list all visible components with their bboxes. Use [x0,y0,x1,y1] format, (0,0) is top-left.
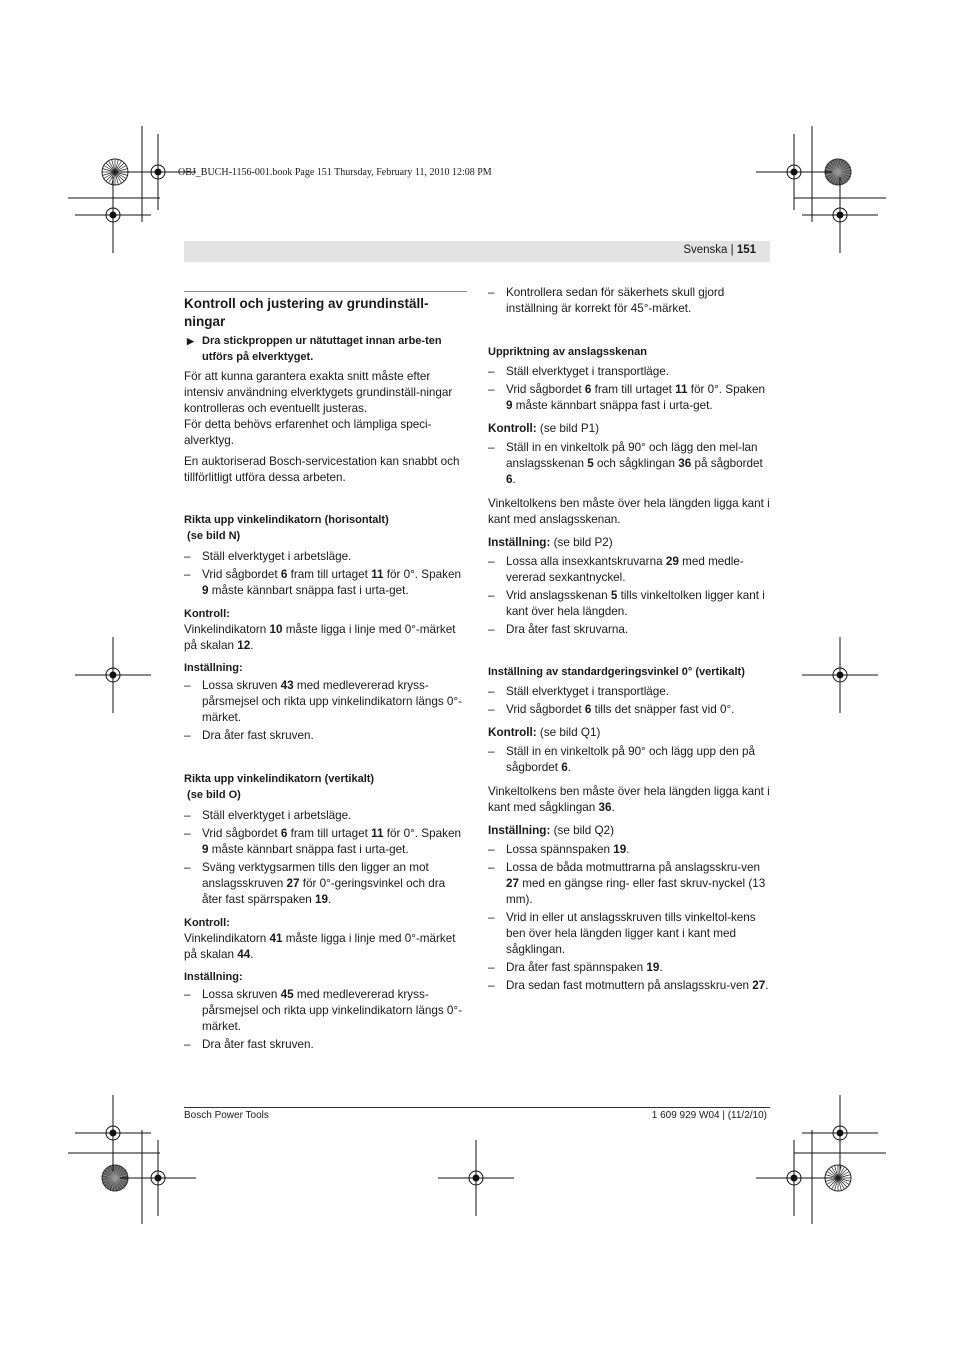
installning-line: Inställning: (se bild Q2) [488,824,614,837]
right-column [488,285,772,994]
page-number: 151 [736,244,756,256]
list-item: – Dra åter fast skruven. [184,729,314,742]
list-item: – Dra åter fast spännspaken 19. [488,961,663,974]
page-header [683,244,756,256]
subheading: Uppriktning av anslagsskenan [488,346,647,358]
list-item: – Lossa skruven 45 med medlevererad kryss-pårsmejsel och rikta upp vinkelindikatorn längs 0°-märket. [184,988,462,1033]
list-item: – Lossa de båda motmuttrarna på anslagsskru-ven 27 med en gängse ring- eller fast skruv-nyckel (13 mm). [488,861,766,906]
list-item: – Ställ elverktyget i transportläge. [488,365,670,378]
footer-doc-number: 1 609 929 W04 | (11/2/10) [651,1110,767,1121]
left-column [184,291,467,1053]
list-item: – Ställ elverktyget i arbetsläge. [184,550,352,563]
list-item: – Ställ elverktyget i transportläge. [488,685,670,698]
subheading: Rikta upp vinkelindikatorn (vertikalt) (se bild O) [184,773,375,801]
list-item: – Vrid anslagsskenan 5 tills vinkeltolken ligger kant i kant över hela längden. [488,589,765,618]
list-item: – Kontrollera sedan för säkerhets skull gjord inställning är korrekt för 45°-märket. [488,286,725,315]
subheading: Inställning av standardgeringsvinkel 0° (vertikalt) [488,666,745,678]
kontroll-text: Vinkelindikatorn 41 måste ligga i linje med 0°-märket på skalan 44. [184,932,456,961]
footer-brand: Bosch Power Tools [184,1110,269,1121]
safety-warning: ▶ Dra stickproppen ur nätuttaget innan arbe-ten utförs på elverktyget. [187,335,442,363]
list-item: – Ställ in en vinkeltolk på 90° och lägg upp den på sågbordet 6. [488,745,755,774]
list-item: – Dra sedan fast motmuttern på anslagsskru-ven 27. [488,979,769,992]
kontroll-line: Kontroll: (se bild Q1) [488,726,601,739]
kontroll-text: Vinkeltolkens ben måste över hela längden ligga kant i kant med sågklingan 36. [488,785,770,814]
list-item: – Lossa skruven 43 med medlevererad kryss-pårsmejsel och rikta upp vinkelindikatorn längs 0°-märket. [184,679,462,724]
list-item: – Dra åter fast skruven. [184,1038,314,1051]
installning-label: Inställning: [184,971,243,983]
list-item: – Ställ in en vinkeltolk på 90° och lägg den mel-lan anslagsskenan 5 och sågklingan 36 på sågbordet 6. [488,441,763,486]
kontroll-text: Vinkeltolkens ben måste över hela längden ligga kant i kant med anslagsskenan. [488,497,770,526]
kontroll-label: Kontroll: [184,608,230,620]
list-item: – Lossa spännspaken 19. [488,843,630,856]
book-info-line: OBJ_BUCH-1156-001.book Page 151 Thursday, February 11, 2010 12:08 PM [178,167,492,178]
intro-paragraph-3: En auktoriserad Bosch-servicestation kan snabbt och tillförlitligt utföra dessa arbeten. [184,455,460,484]
header-language: Svenska [683,244,728,256]
section-horizontal [184,512,467,744]
page-header-bar [184,241,770,262]
section-rule [184,291,467,292]
installning-label: Inställning: [184,662,243,674]
list-item: – Vrid in eller ut anslagsskruven tills vinkeltol-kens ben över hela längden ligger kant i kant med sågklingan. [488,911,756,956]
list-item: – Lossa alla insexkantskruvarna 29 med medle-vererad sexkantnyckel. [488,555,744,584]
section-title: Kontroll och justering av grundinställ-ningar [184,296,429,329]
header-separator: | [727,244,737,256]
list-item: – Vrid sågbordet 6 tills det snäpper fast vid 0°. [488,703,735,716]
kontroll-line: Kontroll: (se bild P1) [488,422,600,435]
list-item: – Dra åter fast skruvarna. [488,623,629,636]
list-item: – Vrid sågbordet 6 fram till urtaget 11 för 0°. Spaken 9 måste kännbart snäppa fast i urta-get. [488,383,765,412]
section-vertical [184,771,467,1053]
intro-paragraph-2: För detta behövs erfarenhet och lämpliga speci-alverktyg. [184,418,432,447]
kontroll-text: Vinkelindikatorn 10 måste ligga i linje med 0°-märket på skalan 12. [184,623,456,652]
list-item: – Vrid sågbordet 6 fram till urtaget 11 för 0°. Spaken 9 måste kännbart snäppa fast i urta-get. [184,568,461,597]
warning-arrow-icon: ▶ [187,336,194,346]
list-item: – Sväng verktygsarmen tills den ligger an mot anslagsskruven 27 för 0°-geringsvinkel och dra åter fast spärrspaken 19. [184,861,446,906]
subheading: Rikta upp vinkelindikatorn (horisontalt) (se bild N) [184,514,389,542]
section-anslagsskena [488,344,772,638]
section-geringsvinkel [488,664,772,994]
kontroll-label: Kontroll: [184,917,230,929]
intro-paragraph-1: För att kunna garantera exakta snitt måste efter intensiv användning elverktygets grundinställ-ningar kontrolleras och eventuellt justeras. [184,370,453,415]
list-item: – Ställ elverktyget i arbetsläge. [184,809,352,822]
footer-rule [184,1107,770,1108]
installning-line: Inställning: (se bild P2) [488,536,613,549]
list-item: – Vrid sågbordet 6 fram till urtaget 11 för 0°. Spaken 9 måste kännbart snäppa fast i urta-get. [184,827,461,856]
